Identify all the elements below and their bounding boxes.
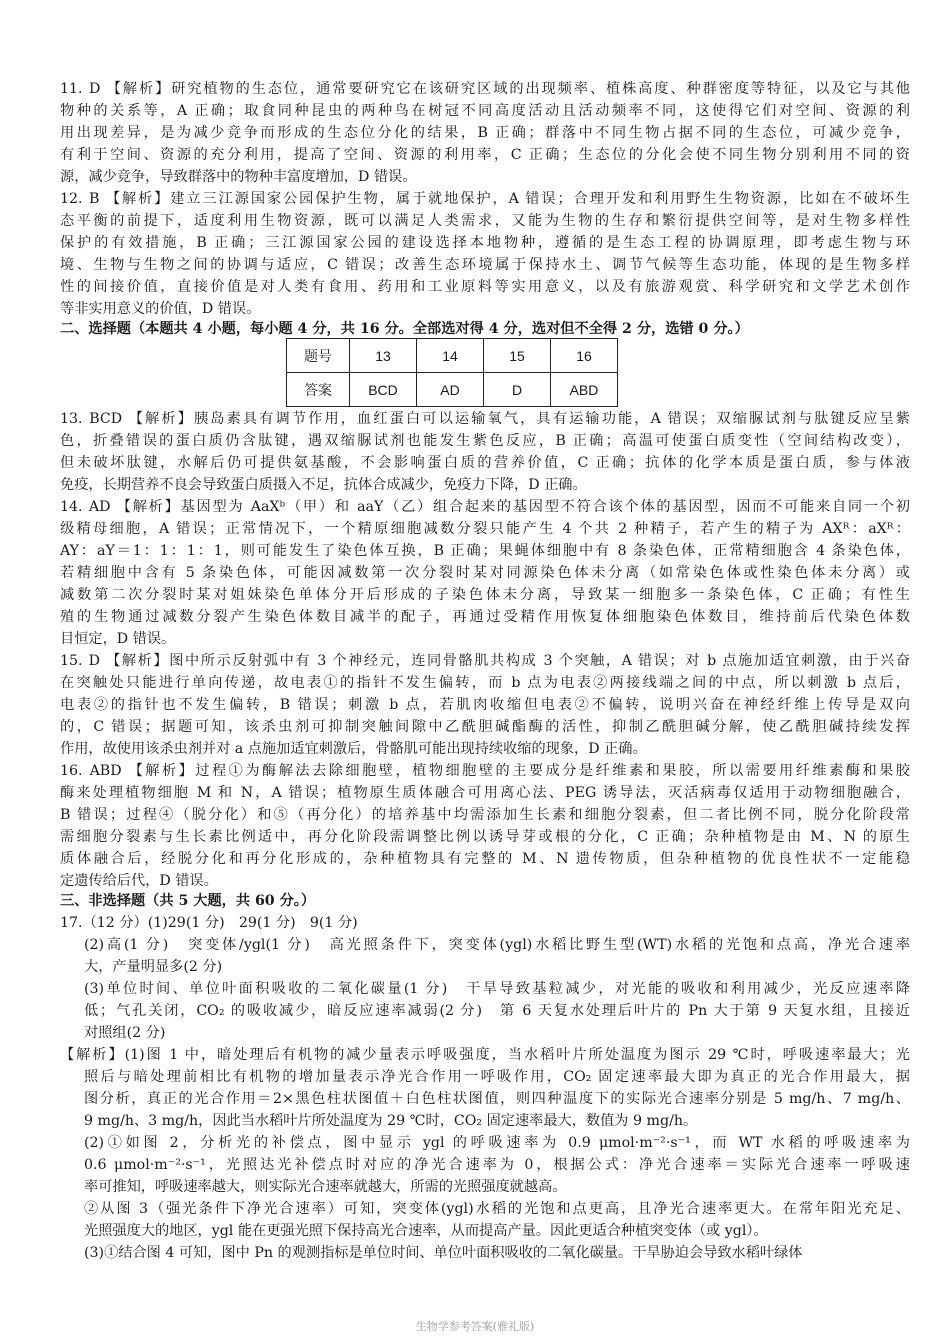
table-answer-label: 答案: [287, 373, 350, 407]
text-line: 低；气孔关闭，CO₂ 的吸收减少，暗反应速率减弱(2 分) 第 6 天复水处理后叶片的 Pn 大于第 9 天复水组，且接近: [84, 1003, 910, 1019]
table-answer-cell: AD: [417, 373, 484, 407]
text-line: 减数第二次分裂时某对姐妹染色单体分开后形成的子染色体未分离，导致某一细胞多一条染色体，C 正确；有性生: [60, 587, 910, 603]
text-line: 13. BCD 【解析】胰岛素具有调节作用，血红蛋白可以运输氧气，具有运输功能，A 错误；双缩脲试剂与肽键反应呈紫: [60, 411, 910, 427]
text-line: 境、生物与生物之间的协调与适应，C 错误；改善生态环境属于保持水土、调节气候等生态功能，体现的是生物多样: [60, 257, 910, 273]
text-line: 作用，故使用该杀虫剂并对 a 点施加适宜刺激后，骨骼肌可能出现持续收缩的现象，D 正确。: [60, 741, 647, 757]
text-line: 三、非选择题（共 5 大题，共 60 分。）: [60, 893, 316, 909]
text-line: 态平衡的前提下，适度利用生物资源，既可以满足人类需求，又能为生物的生存和繁衍提供空间等，是对生物多样性: [60, 213, 910, 229]
text-line: 14. AD 【解析】基因型为 AaXᵇ（甲）和 aaY（乙）组合起来的基因型不符合该个体的基因型，因而不可能来自同一个初: [60, 499, 910, 515]
text-line: 在突触处只能进行单向传递，故电表①的指针不发生偏转，而 b 点为电表②两接线端之间的中点，所以刺激 b 点后，: [60, 675, 910, 691]
text-line: 12. B 【解析】建立三江源国家公园保护生物，属于就地保护，A 错误；合理开发和利用野生生物资源，比如在不破坏生: [60, 191, 910, 207]
page-footer: 生物学参考答案(雅礼版): [415, 1320, 535, 1332]
table-answer-cell: D: [484, 373, 551, 407]
text-line: 对照组(2 分): [84, 1025, 166, 1041]
text-line: 殖的生物通过减数分裂产生染色体数目减半的配子，再通过受精作用恢复体细胞染色体数目，维持前后代染色体数: [60, 609, 910, 625]
table-header-label: 题号: [287, 339, 350, 373]
table-number-cell: 15: [484, 339, 551, 373]
answer-table: [286, 338, 618, 407]
text-line: 17.（12 分）(1)29(1 分) 29(1 分) 9(1 分): [60, 915, 358, 931]
text-line: 目恒定，D 错误。: [60, 631, 176, 647]
text-line: 【解析】(1)图 1 中，暗处理后有机物的减少量表示呼吸强度，当水稻叶片所处温度为图示 29 ℃时，呼吸速率最大；光: [60, 1047, 910, 1063]
text-line: 级精母细胞，A 错误；正常情况下，一个精原细胞减数分裂只能产生 4 个共 2 种精子，若产生的精子为 AXᴿ：aXᴿ：: [60, 521, 910, 537]
text-line: 若精细胞中含有 5 条染色体，可能因减数第一次分裂时某对同源染色体未分离（如常染色体或性染色体未分离）或: [60, 565, 910, 581]
text-line: 等非实用意义的价值，D 错误。: [60, 301, 261, 317]
text-line: ②从图 3（强光条件下净光合速率）可知，突变体(ygl)水稻的光饱和点更高，且净光合速率更大。在常年阳光充足、: [84, 1201, 910, 1217]
text-line: AY：aY＝1：1：1：1，则可能发生了染色体互换，B 正确；果蝇体细胞中有 8 条染色体，正常精细胞含 4 条染色体，: [60, 543, 910, 559]
text-line: (2)高(1 分) 突变体/ygl(1 分) 高光照条件下，突变体(ygl)水稻比野生型(WT)水稻的光饱和点高，净光合速率: [84, 937, 910, 953]
text-line: 但未破坏肽键，水解后仍可提供氨基酸，不会影响蛋白质的营养价值，C 正确；抗体的化学本质是蛋白质，参与体液: [60, 455, 910, 471]
text-line: 0.6 μmol·m⁻²·s⁻¹，光照达光补偿点时对应的净光合速率为 0，根据公式：净光合速率＝实际光合速率一呼吸速: [84, 1157, 910, 1173]
text-line: (3)①结合图 4 可知，图中 Pn 的观测指标是单位时间、单位叶面积吸收的二氧化碳量。干旱胁迫会导致水稻叶绿体: [84, 1245, 803, 1261]
text-line: (2)①如图 2，分析光的补偿点，图中显示 ygl 的呼吸速率为 0.9 μmol·m⁻²·s⁻¹，而 WT 水稻的呼吸速率为: [84, 1135, 910, 1151]
text-line: 色，折叠错误的蛋白质仍含肽键，遇双缩脲试剂也能发生紫色反应，B 正确；高温可使蛋白质变性（空间结构改变），: [60, 433, 910, 449]
text-line: (3)单位时间、单位叶面积吸收的二氧化碳量(1 分) 干旱导致基粒减少，对光能的吸收和利用减少，光反应速率降: [84, 981, 910, 997]
table-number-cell: 13: [350, 339, 417, 373]
text-line: 的，C 错误；据题可知，该杀虫剂可抑制突触间隙中乙酰胆碱酯酶的活性，抑制乙酰胆碱分解，使乙酰胆碱持续发挥: [60, 719, 910, 735]
text-line: B 错误；过程④（脱分化）和⑤（再分化）的培养基中均需添加生长素和细胞分裂素，但二者比例不同，脱分化阶段常: [60, 807, 910, 823]
text-line: 15. D 【解析】图中所示反射弧中有 3 个神经元，连同骨骼肌共构成 3 个突触，A 错误；对 b 点施加适宜刺激，由于兴奋: [60, 653, 910, 669]
text-line: 16. ABD 【解析】过程①为酶解法去除细胞壁，植物细胞壁的主要成分是纤维素和果胶，所以需要用纤维素酶和果胶: [60, 763, 910, 779]
text-line: 源，减少竞争，导致群落中的物种丰富度增加，D 错误。: [60, 169, 417, 185]
text-line: 光照强度大的地区，ygl 能在更强光照下保持高光合速率，从而提高产量。因此更适合种植突变体（或 ygl）。: [84, 1223, 768, 1239]
table-number-cell: 16: [551, 339, 618, 373]
text-line: 照后与暗处理前相比有机物的增加量表示净光合作用一呼吸作用，CO₂ 固定速率最大即为真正的光合作用最大，据: [84, 1069, 910, 1085]
text-line: 保护的有效措施，B 正确；三江源国家公园的建设选择本地物种，遵循的是生态工程的协调原理，即考虑生物与环: [60, 235, 910, 251]
text-line: 酶来处理植物细胞 M 和 N，A 错误；植物原生质体融合可用离心法、PEG 诱导法，灭活病毒仅适用于动物细胞融合，: [60, 785, 910, 801]
table-answer-cell: BCD: [350, 373, 417, 407]
text-line: 9 mg/h、3 mg/h，因此当水稻叶片所处温度为 29 ℃时，CO₂ 固定速率最大，数值为 9 mg/h。: [84, 1113, 698, 1129]
answer-table-answer-row: [287, 373, 618, 407]
text-line: 质体融合后，经脱分化和再分化形成的，杂种植物具有完整的 M、N 遗传物质，但杂种植物的优良性状不一定能稳: [60, 851, 910, 867]
table-answer-cell: ABD: [551, 373, 618, 407]
text-line: 物种的关系等，A 正确；取食同种昆虫的两种鸟在树冠不同高度活动且活动频率不同，这使得它们对空间、资源的利: [60, 103, 910, 119]
text-line: 图分析，真正的光合作用＝2×黑色柱状图值＋白色柱状图值，则四种温度下的实际光合速率分别是 5 mg/h、7 mg/h、: [84, 1091, 910, 1107]
text-line: 定遗传给后代，D 错误。: [60, 873, 218, 889]
text-line: 用出现差异，是为减少竞争而形成的生态位分化的结果，B 正确；群落中不同生物占据不同的生态位，可减少竞争，: [60, 125, 910, 141]
text-line: 需细胞分裂素与生长素比例适中，再分化阶段需调整比例以诱导芽或根的分化，C 正确；杂种植物是由 M、N 的原生: [60, 829, 910, 845]
text-line: 11. D 【解析】研究植物的生态位，通常要研究它在该研究区域的出现频率、植株高度、种群密度等特征，以及它与其他: [60, 81, 910, 97]
text-line: 率可推知，呼吸速率越大，则实际光合速率就越大，所需的光照强度就越高。: [84, 1179, 567, 1195]
table-number-cell: 14: [417, 339, 484, 373]
text-line: 性的间接价值，直接价值是对人类有食用、药用和工业原料等实用意义，以及有旅游观赏、科学研究和文学艺术创作: [60, 279, 910, 295]
text-line: 大，产量明显多(2 分): [84, 959, 223, 975]
text-line: 二、选择题（本题共 4 小题，每小题 4 分，共 16 分。全部选对得 4 分，选对但不全得 2 分，选错 0 分。）: [60, 321, 749, 337]
text-line: 电表②的指针也不发生偏转，B 错误；刺激 b 点，若肌肉收缩但电表②不偏转，说明兴奋在神经纤维上传导是双向: [60, 697, 910, 713]
answer-table-header-row: [287, 339, 618, 373]
text-line: 有利于空间、资源的充分利用，提高了空间、资源的利用率，C 正确；生态位的分化会使不同生物分别利用不同的资: [60, 147, 910, 163]
text-line: 免疫，长期营养不良会导致蛋白质摄入不足，抗体合成减少，免疫力下降，D 正确。: [60, 477, 587, 493]
